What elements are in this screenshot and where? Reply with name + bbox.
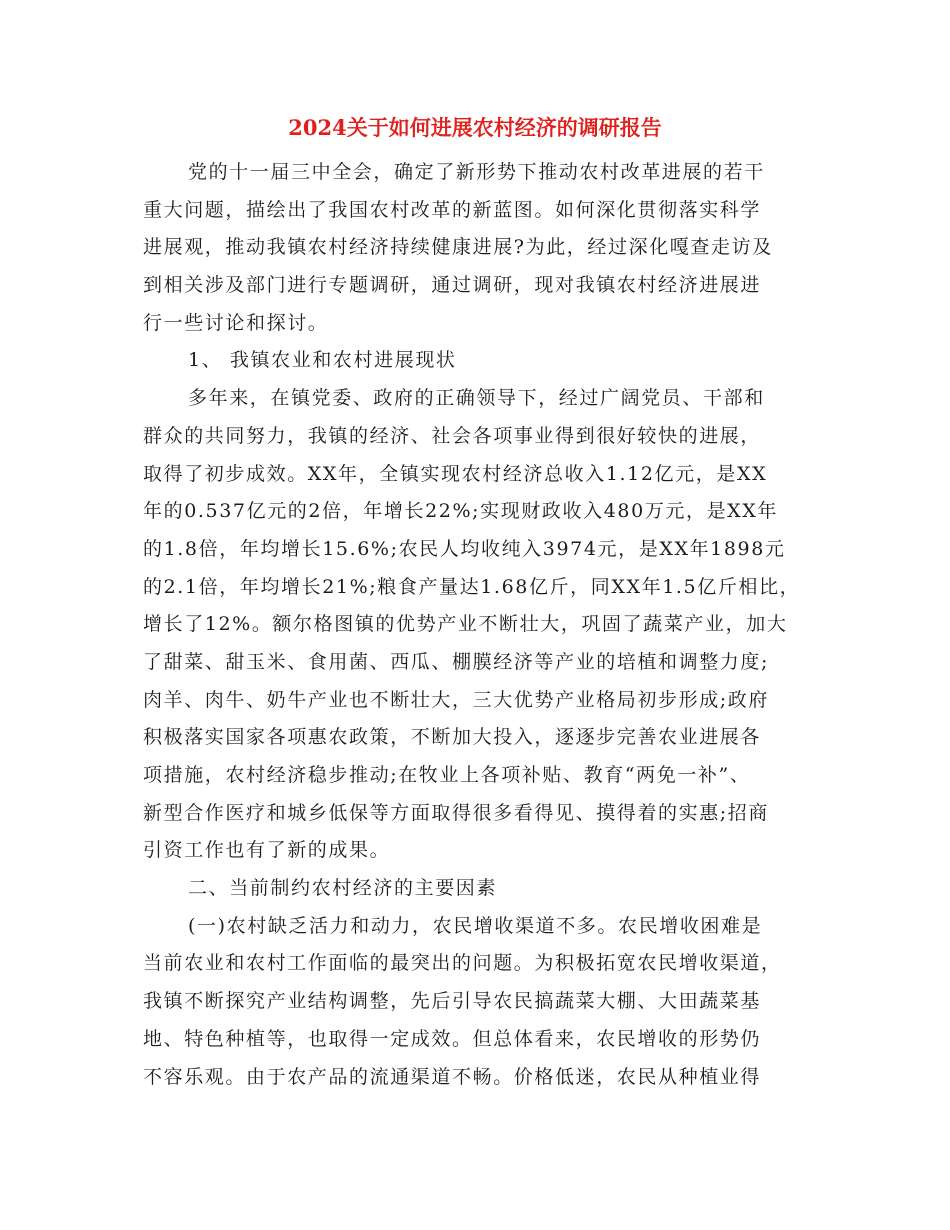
text-line: 增长了12%。额尔格图镇的优势产业不断壮大，巩固了蔬菜产业，加大: [143, 613, 788, 636]
text-line: 群众的共同努力，我镇的经济、社会各项事业得到很好较快的进展，: [143, 424, 762, 447]
text-line: 二、当前制约农村经济的主要因素: [188, 877, 498, 900]
text-line: 年的0.537亿元的2倍，年增长22%;实现财政收入480万元，是XX年: [143, 500, 779, 523]
document-body: [143, 154, 813, 1096]
text-line: 当前农业和农村工作面临的最突出的问题。为积极拓宽农民增收渠道，: [143, 952, 782, 975]
text-line: 地、特色种植等，也取得一定成效。但总体看来，农民增收的形势仍: [143, 1027, 762, 1050]
text-line: 到相关涉及部门进行专题调研，通过调研，现对我镇农村经济进展进: [143, 274, 762, 297]
text-line: 肉羊、肉牛、奶牛产业也不断壮大，三大优势产业格局初步形成;政府: [143, 688, 770, 711]
text-line: (一)农村缺乏活力和动力，农民增收渠道不多。农民增收困难是: [188, 914, 763, 937]
text-line: 引资工作也有了新的成果。: [143, 839, 391, 862]
text-line: 不容乐观。由于农产品的流通渠道不畅。价格低迷，农民从种植业得: [143, 1065, 762, 1088]
text-line: 积极落实国家各项惠农政策，不断加大投入，逐逐步完善农业进展各: [143, 726, 762, 749]
text-line: 行一些讨论和探讨。: [143, 311, 329, 334]
document-title: 2024关于如何进展农村经济的调研报告: [288, 115, 662, 140]
text-line: 了甜菜、甜玉米、食用菌、西瓜、棚膜经济等产业的培植和调整力度;: [143, 650, 770, 673]
text-line: 我镇不断探究产业结构调整，先后引导农民搞蔬菜大棚、大田蔬菜基: [143, 990, 762, 1013]
text-line: 重大问题，描绘出了我国农村改革的新蓝图。如何深化贯彻落实科学: [143, 198, 762, 221]
text-line: 项措施，农村经济稳步推动;在牧业上各项补贴、教育“两免一补”、: [143, 764, 751, 786]
text-line: 多年来，在镇党委、政府的正确领导下，经过广阔党员、干部和: [188, 387, 765, 410]
text-line: 的1.8倍，年均增长15.6%;农民人均收纯入3974元，是XX年1898元: [143, 537, 786, 560]
text-line: 党的十一届三中全会，确定了新形势下推动农村改革进展的若干: [188, 161, 765, 183]
text-line: 1、 我镇农业和农村进展现状: [188, 349, 457, 372]
text-line: 进展观，推动我镇农村经济持续健康进展?为此，经过深化嘎查走访及: [143, 236, 773, 259]
text-line: 新型合作医疗和城乡低保等方面取得很多看得见、摸得着的实惠;招商: [143, 801, 770, 824]
text-line: 取得了初步成效。XX年，全镇实现农村经济总收入1.12亿元，是XX: [143, 462, 768, 485]
text-line: 的2.1倍，年均增长21%;粮食产量达1.68亿斤，同XX年1.5亿斤相比，: [143, 575, 801, 598]
